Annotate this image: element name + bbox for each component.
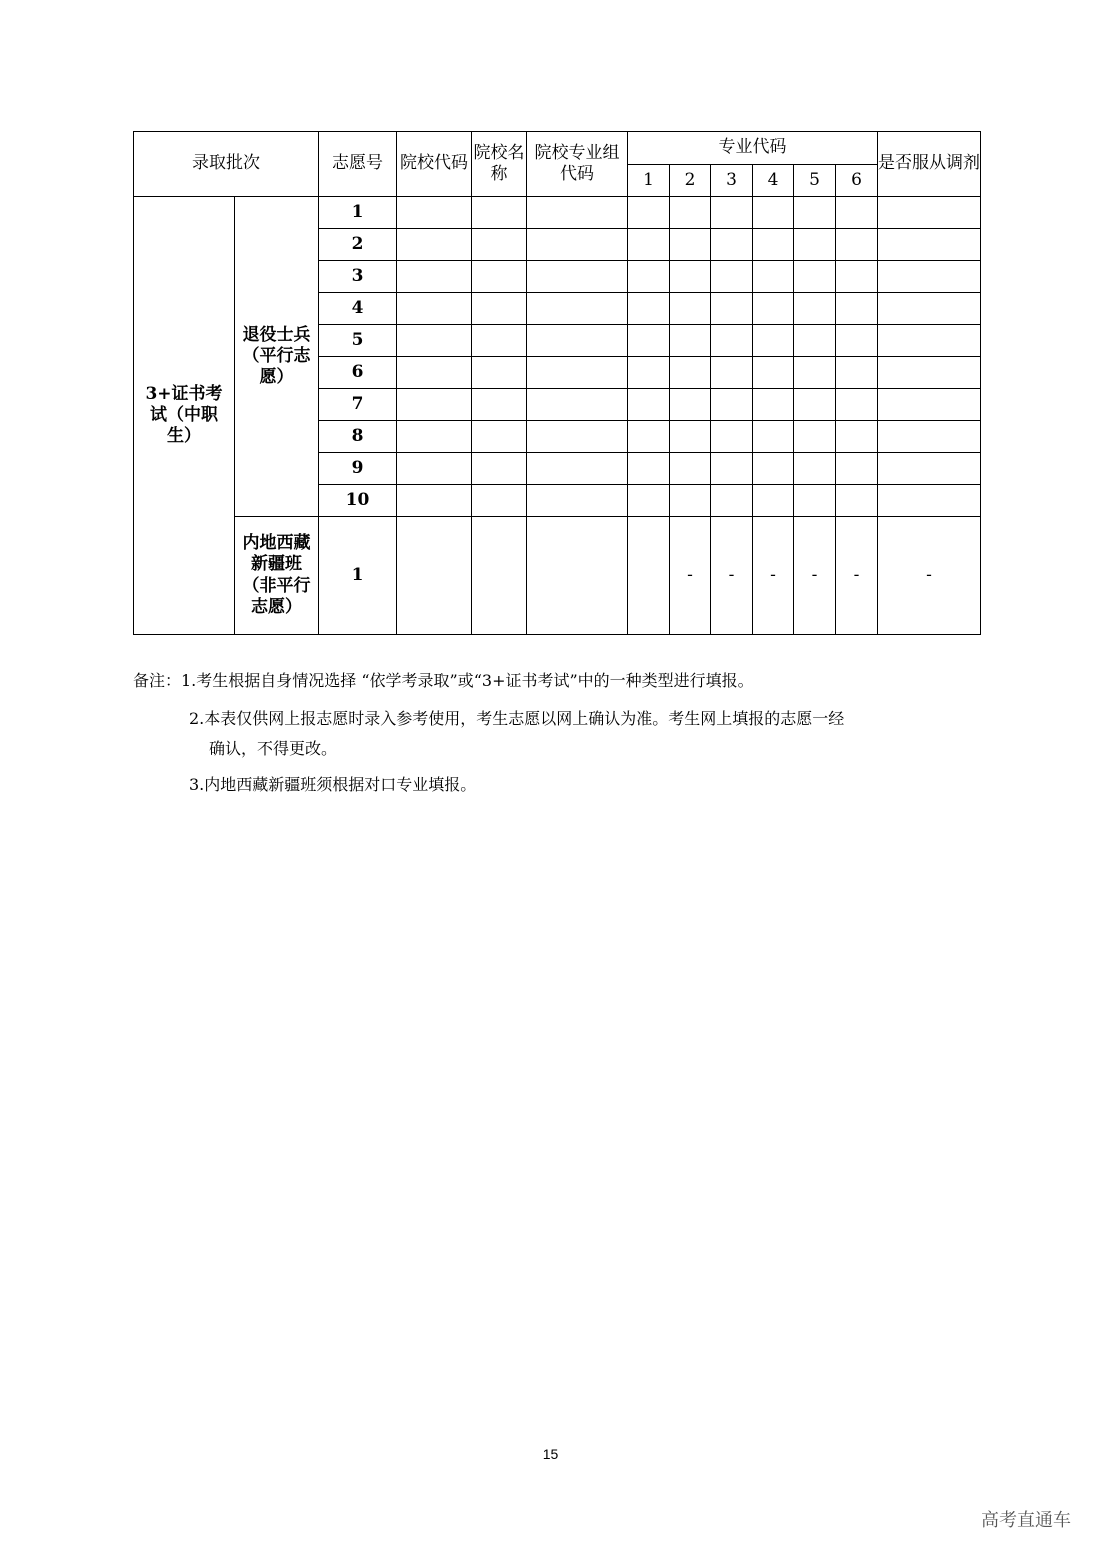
major-code-cell[interactable]	[836, 357, 878, 389]
group-code-cell[interactable]	[527, 325, 628, 357]
wish-number: 1	[319, 197, 397, 229]
major-code-cell[interactable]	[836, 261, 878, 293]
major-code-cell[interactable]	[711, 325, 753, 357]
header-major-col: 4	[753, 165, 794, 197]
major-code-cell[interactable]	[711, 485, 753, 517]
major-code-cell[interactable]	[836, 229, 878, 261]
volunteer-form-table	[133, 131, 981, 635]
major-code-cell[interactable]	[711, 197, 753, 229]
group-label-tibet-xinjiang: 内地西藏新疆班（非平行志愿）	[235, 517, 319, 635]
dash-cell: -	[711, 517, 753, 635]
wish-number: 7	[319, 389, 397, 421]
header-batch: 录取批次	[134, 132, 319, 197]
watermark: 高考直通车	[981, 1510, 1071, 1531]
major-code-cell[interactable]	[628, 357, 670, 389]
major-code-cell[interactable]	[753, 421, 794, 453]
adjust-cell[interactable]	[878, 389, 981, 421]
major-code-cell[interactable]	[670, 293, 711, 325]
major-code-cell[interactable]	[670, 325, 711, 357]
major-code-cell[interactable]	[753, 293, 794, 325]
header-adjust: 是否服从调剂	[878, 132, 981, 197]
school-code-cell[interactable]	[397, 357, 472, 389]
major-code-cell[interactable]	[628, 389, 670, 421]
batch-label: 3+证书考试（中职生）	[134, 197, 235, 635]
wish-number: 1	[319, 517, 397, 635]
major-code-cell[interactable]	[836, 485, 878, 517]
adjust-cell[interactable]	[878, 325, 981, 357]
page-number: 15	[542, 1446, 559, 1462]
school-code-cell[interactable]	[397, 517, 472, 635]
wish-number: 4	[319, 293, 397, 325]
group-code-cell[interactable]	[527, 229, 628, 261]
major-code-cell[interactable]	[628, 293, 670, 325]
dash-cell: -	[670, 517, 711, 635]
adjust-cell[interactable]	[878, 357, 981, 389]
major-code-cell[interactable]	[836, 421, 878, 453]
major-code-cell[interactable]	[628, 485, 670, 517]
major-code-cell[interactable]	[628, 453, 670, 485]
major-code-cell[interactable]	[711, 229, 753, 261]
school-name-cell[interactable]	[472, 325, 527, 357]
school-name-cell[interactable]	[472, 357, 527, 389]
school-code-cell[interactable]	[397, 197, 472, 229]
wish-number: 10	[319, 485, 397, 517]
major-code-cell[interactable]	[711, 453, 753, 485]
major-code-cell[interactable]	[711, 293, 753, 325]
group-code-cell[interactable]	[527, 197, 628, 229]
major-code-cell[interactable]	[628, 421, 670, 453]
group-code-cell[interactable]	[527, 517, 628, 635]
major-code-cell[interactable]	[753, 357, 794, 389]
header-school-name: 院校名称	[472, 132, 527, 197]
major-code-cell[interactable]	[670, 197, 711, 229]
major-code-cell[interactable]	[628, 229, 670, 261]
major-code-cell[interactable]	[794, 293, 836, 325]
school-code-cell[interactable]	[397, 421, 472, 453]
school-name-cell[interactable]	[472, 517, 527, 635]
wish-number: 8	[319, 421, 397, 453]
school-code-cell[interactable]	[397, 229, 472, 261]
wish-number: 2	[319, 229, 397, 261]
major-code-cell[interactable]	[836, 389, 878, 421]
wish-number: 6	[319, 357, 397, 389]
major-code-cell[interactable]	[670, 229, 711, 261]
major-code-cell[interactable]	[628, 517, 670, 635]
adjust-cell[interactable]	[878, 293, 981, 325]
major-code-cell[interactable]	[794, 197, 836, 229]
adjust-cell[interactable]	[878, 197, 981, 229]
dash-cell: -	[794, 517, 836, 635]
major-code-cell[interactable]	[794, 453, 836, 485]
header-major-col: 1	[628, 165, 670, 197]
school-code-cell[interactable]	[397, 293, 472, 325]
group-code-cell[interactable]	[527, 453, 628, 485]
group-code-cell[interactable]	[527, 485, 628, 517]
major-code-cell[interactable]	[836, 293, 878, 325]
adjust-cell[interactable]	[878, 453, 981, 485]
major-code-cell[interactable]	[794, 229, 836, 261]
major-code-cell[interactable]	[794, 357, 836, 389]
header-wish-no: 志愿号	[319, 132, 397, 197]
group-code-cell[interactable]	[527, 293, 628, 325]
dash-cell: -	[836, 517, 878, 635]
major-code-cell[interactable]	[670, 485, 711, 517]
adjust-cell[interactable]	[878, 261, 981, 293]
major-code-cell[interactable]	[753, 261, 794, 293]
major-code-cell[interactable]	[753, 485, 794, 517]
header-major-code: 专业代码	[628, 132, 878, 165]
major-code-cell[interactable]	[711, 421, 753, 453]
note-1: 备注：1.考生根据自身情况选择 “依学考录取”或“3+证书考试”中的一种类型进行填报。	[133, 671, 754, 690]
group-label-veterans: 退役士兵（平行志愿）	[235, 197, 319, 517]
major-code-cell[interactable]	[628, 261, 670, 293]
major-code-cell[interactable]	[670, 453, 711, 485]
school-code-cell[interactable]	[397, 485, 472, 517]
adjust-cell[interactable]	[878, 485, 981, 517]
dash-cell: -	[878, 517, 981, 635]
school-code-cell[interactable]	[397, 453, 472, 485]
major-code-cell[interactable]	[753, 229, 794, 261]
header-school-code: 院校代码	[397, 132, 472, 197]
major-code-cell[interactable]	[753, 325, 794, 357]
major-code-cell[interactable]	[836, 453, 878, 485]
major-code-cell[interactable]	[753, 389, 794, 421]
major-code-cell[interactable]	[794, 389, 836, 421]
school-name-cell[interactable]	[472, 485, 527, 517]
group-code-cell[interactable]	[527, 261, 628, 293]
major-code-cell[interactable]	[670, 261, 711, 293]
note-2-continuation: 确认，不得更改。	[209, 739, 338, 758]
major-code-cell[interactable]	[794, 261, 836, 293]
school-name-cell[interactable]	[472, 261, 527, 293]
school-name-cell[interactable]	[472, 421, 527, 453]
major-code-cell[interactable]	[836, 325, 878, 357]
header-major-col: 5	[794, 165, 836, 197]
major-code-cell[interactable]	[670, 389, 711, 421]
major-code-cell[interactable]	[711, 357, 753, 389]
school-name-cell[interactable]	[472, 293, 527, 325]
major-code-cell[interactable]	[628, 197, 670, 229]
school-code-cell[interactable]	[397, 389, 472, 421]
school-name-cell[interactable]	[472, 229, 527, 261]
header-major-col: 6	[836, 165, 878, 197]
major-code-cell[interactable]	[794, 421, 836, 453]
wish-number: 5	[319, 325, 397, 357]
note-3: 3.内地西藏新疆班须根据对口专业填报。	[189, 775, 477, 794]
school-code-cell[interactable]	[397, 261, 472, 293]
major-code-cell[interactable]	[753, 197, 794, 229]
header-major-col: 2	[670, 165, 711, 197]
major-code-cell[interactable]	[670, 357, 711, 389]
adjust-cell[interactable]	[878, 229, 981, 261]
major-code-cell[interactable]	[836, 197, 878, 229]
school-code-cell[interactable]	[397, 325, 472, 357]
major-code-cell[interactable]	[670, 421, 711, 453]
school-name-cell[interactable]	[472, 389, 527, 421]
group-code-cell[interactable]	[527, 389, 628, 421]
dash-cell: -	[753, 517, 794, 635]
wish-number: 3	[319, 261, 397, 293]
major-code-cell[interactable]	[794, 325, 836, 357]
major-code-cell[interactable]	[628, 325, 670, 357]
group-code-cell[interactable]	[527, 421, 628, 453]
school-name-cell[interactable]	[472, 197, 527, 229]
adjust-cell[interactable]	[878, 421, 981, 453]
header-group-code: 院校专业组代码	[527, 132, 628, 197]
header-major-col: 3	[711, 165, 753, 197]
wish-number: 9	[319, 453, 397, 485]
major-code-cell[interactable]	[711, 261, 753, 293]
major-code-cell[interactable]	[711, 389, 753, 421]
major-code-cell[interactable]	[753, 453, 794, 485]
major-code-cell[interactable]	[794, 485, 836, 517]
school-name-cell[interactable]	[472, 453, 527, 485]
group-code-cell[interactable]	[527, 357, 628, 389]
note-2: 2.本表仅供网上报志愿时录入参考使用，考生志愿以网上确认为准。考生网上填报的志愿一经	[189, 709, 845, 728]
